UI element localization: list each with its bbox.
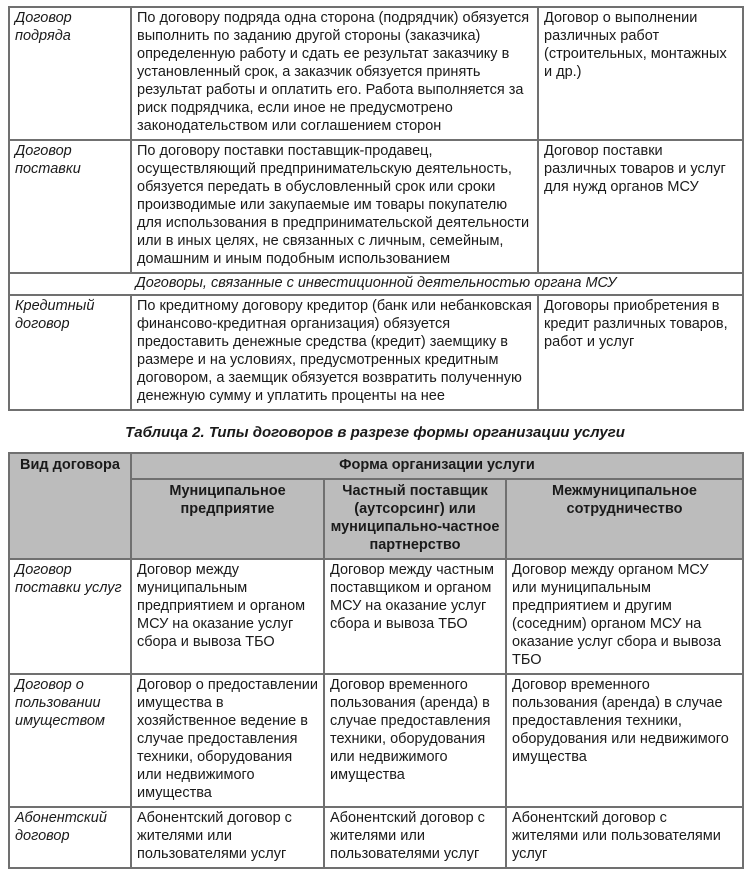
table-row [9,295,743,410]
table2-caption: Таблица 2. Типы договоров в разрезе формы организации услуги [125,424,625,441]
header-private-supplier: Частный поставщик (аутсорсинг) или муниципально-частное партнерство [324,479,506,559]
header-contract-kind: Вид договора [9,453,131,559]
contract-kind: Абонентский договор [9,807,131,868]
header-municipal-enterprise: Муниципальное предприятие [131,479,324,559]
contract-examples: Договор поставки различных товаров и услуг для нужд органов МСУ [538,140,743,273]
table-row [9,807,743,868]
table-row [9,140,743,273]
intermunicipal-cell: Договор между органом МСУ или муниципальным предприятием и другим (соседним) органом МСУ на оказание услуг сбора и вывоза ТБО [506,559,743,674]
table-row [9,559,743,674]
intermunicipal-cell: Абонентский договор с жителями или пользователями услуг [506,807,743,868]
contract-definition: По кредитному договору кредитор (банк или небанковская финансово-кредитная организация) обязуется предоставить денежные средства (кредит) заемщику в размере и на условиях, предусмотренных кредитным договором, а заемщик обязуется возвратить полученную денежную сумму и уплатить проценты на нее [131,295,538,410]
contract-kind: Договор о пользовании имуществом [9,674,131,807]
header-row-group [9,453,743,479]
header-service-form-group: Форма организации услуги [131,453,743,479]
contract-examples: Договор о выполнении различных работ (строительных, монтажных и др.) [538,7,743,140]
contract-term: Кредитный договор [9,295,131,410]
header-intermunicipal-cooperation: Межмуниципальное сотрудничество [506,479,743,559]
municipal-cell: Договор между муниципальным предприятием и органом МСУ на оказание услуг сбора и вывоза ТБО [131,559,324,674]
table-row [9,674,743,807]
section-row [9,273,743,295]
contract-term: Договор поставки [9,140,131,273]
contract-term: Договор подряда [9,7,131,140]
contract-examples: Договоры приобретения в кредит различных товаров, работ и услуг [538,295,743,410]
service-organization-table [8,452,744,869]
contract-definition: По договору поставки поставщик-продавец, осуществляющий предпринимательскую деятельность, обязуется передать в обусловленный срок или сроки производимые или закупаемые им товары покупателю для использования в предпринимательской деятельности или в иных целях, не связанных с личным, семейным, домашним и иным подобным использованием [131,140,538,273]
private-cell: Договор между частным поставщиком и органом МСУ на оказание услуг сбора и вывоза ТБО [324,559,506,674]
private-cell: Абонентский договор с жителями или пользователями услуг [324,807,506,868]
municipal-cell: Договор о предоставлении имущества в хозяйственное ведение в случае предоставления техники, оборудования или недвижимого имущества [131,674,324,807]
contract-kind: Договор поставки услуг [9,559,131,674]
table-row [9,7,743,140]
contract-definition: По договору подряда одна сторона (подрядчик) обязуется выполнить по заданию другой стороны (заказчика) определенную работу и сдать ее результат заказчику в установленный срок, а заказчик обязуется принять результат работы и оплатить его. Работа выполняется за риск подрядчика, если иное не предусмотрено законодательством или соглашением сторон [131,7,538,140]
intermunicipal-cell: Договор временного пользования (аренда) в случае предоставления техники, оборудования или недвижимого имущества [506,674,743,807]
contract-types-table [8,6,744,411]
private-cell: Договор временного пользования (аренда) в случае предоставления техники, оборудования или недвижимого имущества [324,674,506,807]
municipal-cell: Абонентский договор с жителями или пользователями услуг [131,807,324,868]
section-title: Договоры, связанные с инвестиционной деятельностью органа МСУ [9,273,743,295]
